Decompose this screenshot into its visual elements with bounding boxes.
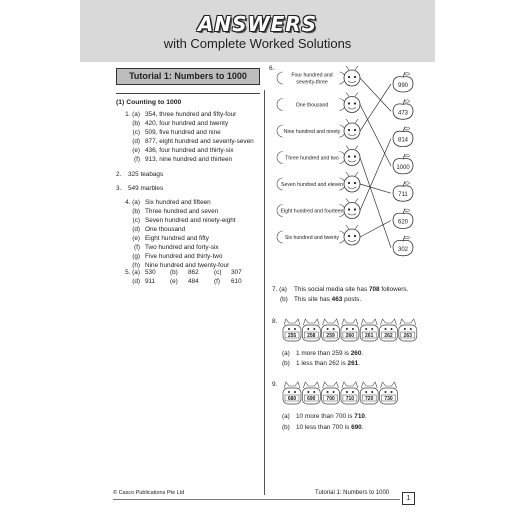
list-item: (h) Nine hundred and twenty-four xyxy=(132,262,230,269)
caterpillar-label: Four hundred and xyxy=(291,72,333,79)
list-item: (d) 877, eight hundred and seventy-seven xyxy=(132,138,254,145)
number-cat xyxy=(380,382,398,404)
apple-value: 1000 xyxy=(396,164,410,171)
apple-value: 990 xyxy=(397,83,409,89)
q8b-answer: (b) 1 less than 262 is 261. xyxy=(282,360,360,367)
tutorial-label: Tutorial 1: Numbers to 1000 xyxy=(116,68,260,85)
cat-number: 259 xyxy=(326,333,335,339)
list-item: (g) Five hundred and thirty-two xyxy=(132,253,223,260)
list-item: (f) Two hundred and forty-six xyxy=(133,244,219,251)
footer-section: Tutorial 1: Numbers to 1000 xyxy=(315,490,390,496)
q9b-answer: (b) 10 less than 700 is 690. xyxy=(282,424,364,431)
q1-heading: (1) Counting to 1000 xyxy=(116,99,182,106)
number-cat xyxy=(322,382,340,404)
q9-number: 9. xyxy=(272,381,278,388)
caterpillar-label: seventy-three xyxy=(296,79,328,86)
number-cat xyxy=(341,382,359,404)
q9a-answer: (a) 10 more than 700 is 710. xyxy=(282,413,367,420)
caterpillar-label: Six hundred and twenty xyxy=(284,235,340,241)
list-item: (c) 509, five hundred and nine xyxy=(132,129,221,136)
number-cat xyxy=(302,382,320,404)
list-item: (c) Seven hundred and ninety-eight xyxy=(132,217,236,224)
caterpillar-label: One thousand xyxy=(295,102,329,109)
answers-subtitle: with Complete Worked Solutions xyxy=(163,36,352,51)
cat-number: 680 xyxy=(287,396,297,402)
caterpillar-label: Eight hundred and fourteen xyxy=(280,208,344,215)
footer-rule xyxy=(113,499,400,500)
caterpillar-label: Nine hundred and ninety xyxy=(283,129,341,135)
cat-number: 730 xyxy=(384,396,393,402)
apple-value: 620 xyxy=(397,219,409,226)
apple-value: 711 xyxy=(398,192,408,199)
apple-value: 473 xyxy=(397,110,409,117)
caterpillar-label: Three hundred and two xyxy=(285,155,339,162)
q7a-answer: 7. (a) This social media site has 708 followers. xyxy=(272,286,409,293)
list-item: (e) Eight hundred and fifty xyxy=(132,235,209,242)
cat-number: 700 xyxy=(326,396,335,402)
cat-number: 720 xyxy=(365,396,374,402)
list-item: 1. (a) 354, three hundred and fifty-four xyxy=(125,111,237,118)
list-item: (b) 420, four hundred and twenty xyxy=(132,120,229,127)
list-item: (d) One thousand xyxy=(132,226,186,233)
cat-number: 710 xyxy=(345,396,355,402)
cat-number: 262 xyxy=(384,333,393,339)
q6-number: 6. xyxy=(269,65,275,72)
q8-number: 8. xyxy=(272,318,278,325)
table-row: (d) 911 (e) 484 (f) 610 xyxy=(132,278,242,285)
q8a-answer: (a) 1 more than 259 is 260. xyxy=(282,350,364,357)
page-number: 1 xyxy=(402,492,415,505)
number-cat xyxy=(360,382,378,404)
answers-heading: ANSWERS xyxy=(197,12,318,36)
q2-answer: 2. 325 teabags xyxy=(116,171,164,178)
cat-number: 258 xyxy=(307,333,316,339)
list-item: (b) Three hundred and seven xyxy=(132,208,219,215)
apple-value: 302 xyxy=(397,246,409,253)
cat-number: 263 xyxy=(403,333,412,339)
list-item: 4. (a) Six hundred and fifteen xyxy=(125,199,211,206)
q7b-answer: (b) This site has 463 posts. xyxy=(280,296,362,303)
apple-value: 814 xyxy=(397,137,409,144)
table-row: 5. (a) 530 (b) 862 (c) 307 xyxy=(125,269,242,276)
cat-number: 690 xyxy=(307,396,316,402)
caterpillar-label: Seven hundred and eleven xyxy=(280,182,344,188)
cat-number: 255 xyxy=(287,333,297,339)
number-cat xyxy=(283,382,301,404)
copyright-text: © Casco Publications Pte Ltd xyxy=(113,490,185,496)
cat-number: 261 xyxy=(365,333,374,339)
list-item: (f) 913, nine hundred and thirteen xyxy=(133,156,233,163)
cat-number: 260 xyxy=(345,333,355,339)
q3-answer: 3. 549 marbles xyxy=(116,185,164,192)
list-item: (e) 436, four hundred and thirty-six xyxy=(132,147,234,154)
